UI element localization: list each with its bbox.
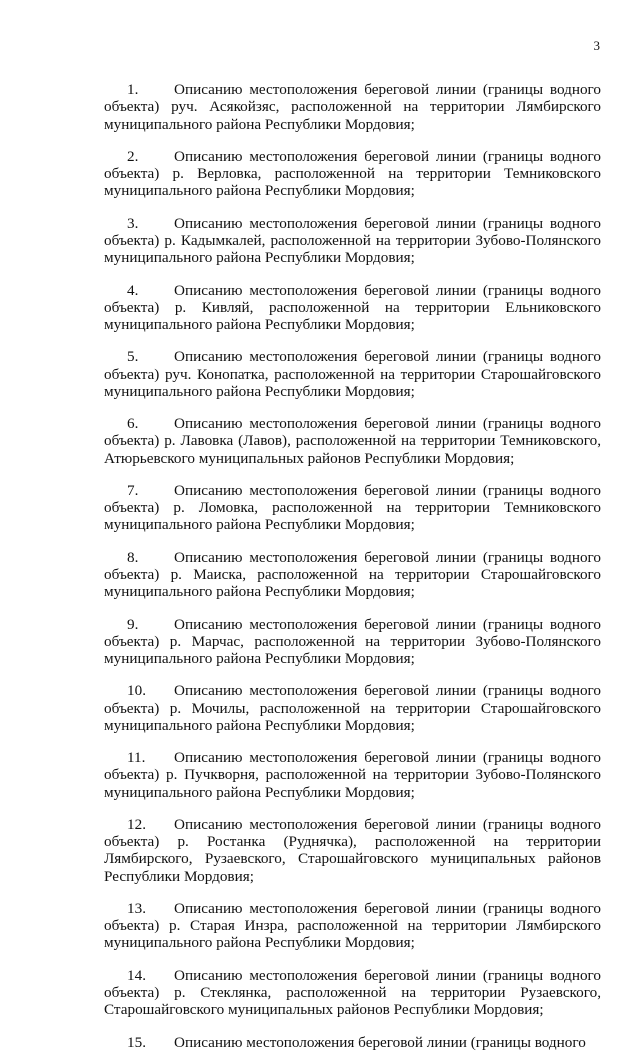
item-text: Описанию местоположения береговой линии (границы водного объекта) р. Кадымкалей, расположенной на территории Зубово-Полянского муниципального района Республики Мордовия;: [104, 214, 601, 267]
list-item: [104, 148, 601, 200]
list-item: [104, 81, 601, 133]
item-text: Описанию местоположения береговой линии (границы водного объекта) р. Лавовка (Лавов), расположенной на территории Темниковского, Атюрьевского муниципальных районов Республики Мордовия;: [104, 415, 601, 467]
item-number: 7.: [127, 481, 139, 499]
item-text: Описанию местоположения береговой линии (границы водного объекта) р. Кивляй, расположенной на территории Ельниковского муниципального района Республики Мордовия;: [104, 281, 601, 333]
item-text: Описанию местоположения береговой линии (границы водного объекта) р. Стеклянка, расположенной на территории Рузаевского, Старошайговского муниципальных районов Республики Мордовия;: [104, 966, 601, 1019]
item-number: 8.: [127, 548, 139, 566]
item-number: 14.: [127, 966, 146, 984]
item-number: 9.: [127, 615, 139, 633]
item-text: Описанию местоположения береговой линии (границы водного объекта) руч. Асякойзяс, расположенной на территории Лямбирского муниципального района Республики Мордовия;: [104, 81, 601, 133]
item-text: Описанию местоположения береговой линии (границы водного объекта) р. Старая Инзра, расположенной на территории Лямбирского муниципального района Республики Мордовия;: [104, 899, 601, 952]
item-text: Описанию местоположения береговой линии (границы водного объекта) р. Ростанка (Руднячка), расположенной на территории Лямбирского, Рузаевского, Старошайговского муниципальных районов Республики Мордовия;: [104, 815, 601, 885]
list-item: [104, 816, 601, 885]
item-number: 11.: [127, 749, 146, 767]
item-text: Описанию местоположения береговой линии (границы водного объекта) р. Маиска, расположенной на территории Старошайговского муниципального района Республики Мордовия;: [104, 548, 601, 601]
item-number: 2.: [127, 147, 139, 165]
item-number: 15.: [127, 1033, 146, 1051]
list-item: [104, 1034, 601, 1051]
page-number: 3: [593, 38, 600, 53]
list-item: [104, 616, 601, 668]
item-number: 12.: [127, 815, 146, 833]
list-item: [104, 549, 601, 601]
item-number: 6.: [127, 415, 139, 433]
item-number: 10.: [127, 682, 146, 700]
list-item: [104, 749, 601, 801]
item-number: 1.: [127, 81, 139, 99]
item-number: 5.: [127, 348, 139, 366]
list-item: [104, 415, 601, 467]
item-number: 4.: [127, 281, 139, 299]
item-text: Описанию местоположения береговой линии (границы водного объекта) р. Верловка, расположенной на территории Темниковского муниципального района Республики Мордовия;: [104, 147, 601, 200]
list-item: [104, 348, 601, 400]
list-item: [104, 482, 601, 534]
item-text: Описанию местоположения береговой линии (границы водного: [174, 1033, 586, 1051]
item-text: Описанию местоположения береговой линии (границы водного объекта) р. Марчас, расположенной на территории Зубово-Полянского муниципального района Республики Мордовия;: [104, 615, 601, 667]
item-list: [104, 66, 601, 1052]
list-item: [104, 682, 601, 734]
list-item: [104, 215, 601, 267]
list-item: [104, 282, 601, 334]
item-number: 13.: [127, 899, 146, 917]
item-text: Описанию местоположения береговой линии (границы водного объекта) руч. Конопатка, расположенной на территории Старошайговского муниципального района Республики Мордовия;: [104, 348, 601, 400]
item-text: Описанию местоположения береговой линии (границы водного объекта) р. Ломовка, расположенной на территории Темниковского муниципального района Республики Мордовия;: [104, 481, 601, 534]
item-text: Описанию местоположения береговой линии (границы водного объекта) р. Пучкворня, расположенной на территории Зубово-Полянского муниципального района Республики Мордовия;: [104, 749, 601, 801]
list-item: [104, 967, 601, 1019]
item-text: Описанию местоположения береговой линии (границы водного объекта) р. Мочилы, расположенной на территории Старошайговского муниципального района Республики Мордовия;: [104, 682, 601, 734]
list-item: [104, 900, 601, 952]
item-number: 3.: [127, 214, 139, 232]
